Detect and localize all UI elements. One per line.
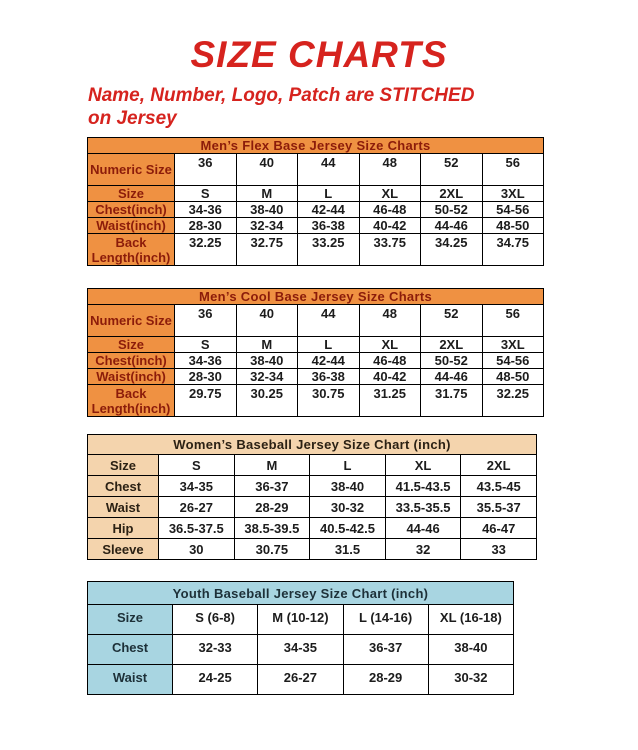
size-cell: 33.5-35.5 (385, 497, 461, 518)
size-cell: 40-42 (359, 218, 421, 234)
size-cell: 34-35 (159, 476, 235, 497)
size-cell: 24-25 (173, 665, 258, 695)
mens-cool-base-title: Men’s Cool Base Jersey Size Charts (88, 289, 544, 305)
size-cell: XL (385, 455, 461, 476)
size-cell: 50-52 (421, 202, 483, 218)
womens-baseball-row-4 (88, 539, 537, 560)
row-label: Chest (88, 635, 173, 665)
size-cell: 28-30 (175, 218, 237, 234)
size-cell: 54-56 (482, 202, 544, 218)
size-cell: 30.75 (234, 539, 310, 560)
size-cell: 36-38 (298, 218, 360, 234)
size-cell: 31.75 (421, 385, 483, 417)
size-cell: 3XL (482, 186, 544, 202)
mens-flex-base-title: Men’s Flex Base Jersey Size Charts (88, 138, 544, 154)
size-cell: 3XL (482, 337, 544, 353)
size-cell: M (236, 186, 298, 202)
size-cell: L (298, 186, 360, 202)
size-cell: S (159, 455, 235, 476)
size-cell: 50-52 (421, 353, 483, 369)
row-label: Waist (88, 665, 173, 695)
size-cell: 2XL (421, 337, 483, 353)
size-cell: 32.75 (236, 234, 298, 266)
size-cell: 28-29 (343, 665, 428, 695)
row-label: Numeric Size (88, 154, 175, 186)
size-cell: 46-48 (359, 202, 421, 218)
size-cell: 44-46 (421, 369, 483, 385)
youth-baseball-table (87, 581, 514, 695)
size-cell: 30.25 (236, 385, 298, 417)
mens-cool-base-row-0 (88, 305, 544, 337)
womens-baseball-row-2 (88, 497, 537, 518)
womens-baseball-title: Women’s Baseball Jersey Size Chart (inch) (88, 435, 537, 455)
size-cell: 40 (236, 305, 298, 337)
mens-flex-base-row-4 (88, 234, 544, 266)
size-cell: 56 (482, 305, 544, 337)
size-cell: XL (359, 337, 421, 353)
row-label: Waist (88, 497, 159, 518)
size-cell: 36 (175, 305, 237, 337)
youth-baseball-title: Youth Baseball Jersey Size Chart (inch) (88, 582, 514, 605)
subtitle-line-2: on Jersey (88, 108, 177, 130)
row-label: Sleeve (88, 539, 159, 560)
row-label: Size (88, 605, 173, 635)
youth-baseball-row-0 (88, 605, 514, 635)
mens-cool-base-row-1 (88, 337, 544, 353)
row-label: Back Length(inch) (88, 385, 175, 417)
size-cell: 36-37 (234, 476, 310, 497)
size-cell: 40 (236, 154, 298, 186)
size-cell: 2XL (461, 455, 537, 476)
size-cell: 52 (421, 305, 483, 337)
size-cell: 44 (298, 305, 360, 337)
size-cell: 52 (421, 154, 483, 186)
size-cell: 36-37 (343, 635, 428, 665)
size-cell: M (10-12) (258, 605, 343, 635)
mens-cool-base-row-2 (88, 353, 544, 369)
size-cell: 28-29 (234, 497, 310, 518)
size-cell: 56 (482, 154, 544, 186)
size-cell: L (310, 455, 386, 476)
mens-cool-base-row-3 (88, 369, 544, 385)
row-label: Numeric Size (88, 305, 175, 337)
row-label: Waist(inch) (88, 369, 175, 385)
size-cell: 32-34 (236, 369, 298, 385)
mens-flex-base-row-2 (88, 202, 544, 218)
size-cell: 30.75 (298, 385, 360, 417)
subtitle-line-1: Name, Number, Logo, Patch are STITCHED (88, 85, 475, 106)
size-cell: M (236, 337, 298, 353)
womens-baseball-row-0 (88, 455, 537, 476)
size-cell: 32.25 (175, 234, 237, 266)
size-cell: XL (359, 186, 421, 202)
size-cell: 38.5-39.5 (234, 518, 310, 539)
size-cell: 31.25 (359, 385, 421, 417)
size-cell: 41.5-43.5 (385, 476, 461, 497)
size-cell: 30 (159, 539, 235, 560)
size-cell: 48 (359, 154, 421, 186)
size-cell: 38-40 (310, 476, 386, 497)
size-cell: 31.5 (310, 539, 386, 560)
size-cell: L (14-16) (343, 605, 428, 635)
size-cell: 44-46 (385, 518, 461, 539)
size-cell: 42-44 (298, 353, 360, 369)
size-cell: 34-36 (175, 202, 237, 218)
size-cell: 46-47 (461, 518, 537, 539)
size-cell: 48-50 (482, 218, 544, 234)
size-cell: 32.25 (482, 385, 544, 417)
size-cell: 40.5-42.5 (310, 518, 386, 539)
size-cell: 54-56 (482, 353, 544, 369)
row-label: Size (88, 186, 175, 202)
womens-baseball-row-3 (88, 518, 537, 539)
size-cell: 28-30 (175, 369, 237, 385)
page-title: SIZE CHARTS (190, 34, 448, 75)
subtitle (88, 84, 638, 130)
size-cell: 26-27 (258, 665, 343, 695)
size-cell: 48-50 (482, 369, 544, 385)
size-cell: 33.75 (359, 234, 421, 266)
size-cell: 38-40 (236, 353, 298, 369)
size-cell: 34.25 (421, 234, 483, 266)
size-cell: 30-32 (428, 665, 513, 695)
size-cell: 33.25 (298, 234, 360, 266)
size-cell: 30-32 (310, 497, 386, 518)
youth-baseball-row-1 (88, 635, 514, 665)
size-cell: 2XL (421, 186, 483, 202)
size-cell: 38-40 (236, 202, 298, 218)
row-label: Waist(inch) (88, 218, 175, 234)
size-cell: 40-42 (359, 369, 421, 385)
mens-flex-base-row-1 (88, 186, 544, 202)
size-cell: 38-40 (428, 635, 513, 665)
size-cell: 44-46 (421, 218, 483, 234)
mens-flex-base-row-3 (88, 218, 544, 234)
size-cell: 26-27 (159, 497, 235, 518)
size-cell: 34-35 (258, 635, 343, 665)
womens-baseball-table (87, 434, 537, 560)
row-label: Chest (88, 476, 159, 497)
size-cell: XL (16-18) (428, 605, 513, 635)
youth-baseball-row-2 (88, 665, 514, 695)
mens-cool-base-row-4 (88, 385, 544, 417)
size-cell: 48 (359, 305, 421, 337)
size-cell: 29.75 (175, 385, 237, 417)
size-cell: L (298, 337, 360, 353)
size-cell: 33 (461, 539, 537, 560)
row-label: Size (88, 455, 159, 476)
row-label: Hip (88, 518, 159, 539)
size-cell: 32 (385, 539, 461, 560)
size-cell: 32-33 (173, 635, 258, 665)
row-label: Chest(inch) (88, 353, 175, 369)
size-cell: 34-36 (175, 353, 237, 369)
size-cell: 36-38 (298, 369, 360, 385)
row-label: Chest(inch) (88, 202, 175, 218)
size-cell: S (175, 337, 237, 353)
mens-flex-base-row-0 (88, 154, 544, 186)
size-cell: 42-44 (298, 202, 360, 218)
size-cell: 44 (298, 154, 360, 186)
size-cell: 46-48 (359, 353, 421, 369)
size-cell: M (234, 455, 310, 476)
row-label: Back Length(inch) (88, 234, 175, 266)
size-cell: 35.5-37 (461, 497, 537, 518)
tables-container (87, 137, 638, 695)
size-cell: 36.5-37.5 (159, 518, 235, 539)
row-label: Size (88, 337, 175, 353)
size-cell: 32-34 (236, 218, 298, 234)
size-cell: 43.5-45 (461, 476, 537, 497)
size-cell: 36 (175, 154, 237, 186)
size-cell: S (175, 186, 237, 202)
mens-cool-base-table (87, 288, 544, 417)
size-cell: 34.75 (482, 234, 544, 266)
womens-baseball-row-1 (88, 476, 537, 497)
size-cell: S (6-8) (173, 605, 258, 635)
mens-flex-base-table (87, 137, 544, 266)
